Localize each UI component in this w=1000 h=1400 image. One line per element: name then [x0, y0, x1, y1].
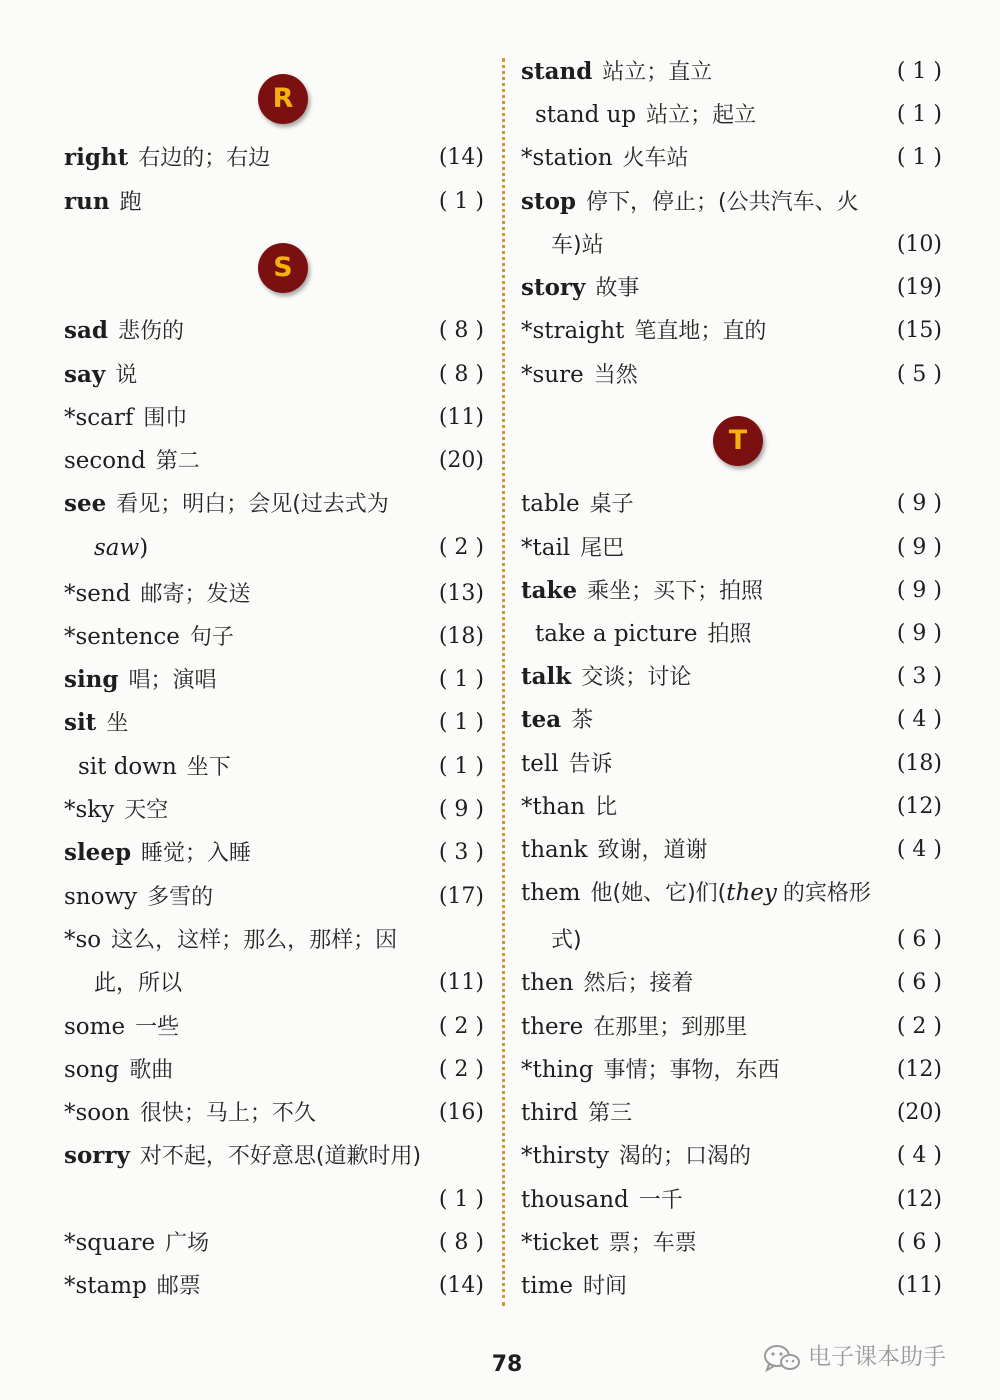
entry-word: *thing — [521, 1057, 594, 1083]
entry-send — [64, 576, 484, 612]
entry-page: ( 8 ) — [438, 318, 484, 343]
entry-meaning: 尾巴 — [580, 536, 625, 561]
section-badge-r: R — [258, 74, 308, 124]
entry-meaning: 茶 — [571, 708, 594, 733]
entry-meaning: 票；车票 — [608, 1231, 697, 1256]
entry-page: ( 3 ) — [438, 840, 484, 865]
entry-word: *soon — [64, 1100, 130, 1126]
entry-so — [64, 922, 484, 958]
entry-meaning: 一千 — [638, 1188, 683, 1213]
entry-sit — [64, 705, 484, 741]
entry-word: them — [521, 880, 581, 906]
entry-thing — [521, 1052, 942, 1088]
entry-word: there — [521, 1014, 584, 1040]
entry-page: (11) — [896, 1273, 942, 1298]
entry-table — [521, 486, 942, 522]
entry-take-a-picture — [521, 616, 942, 652]
entry-sit-down — [64, 749, 484, 785]
entry-word: say — [64, 361, 106, 388]
entry-stop — [521, 184, 942, 220]
entry-meaning: 致谢，道谢 — [597, 838, 708, 863]
entry-page: (12) — [896, 1187, 942, 1212]
entry-word: *send — [64, 581, 131, 607]
entry-right — [64, 140, 484, 176]
entry-page: ( 1 ) — [438, 667, 484, 692]
entry-word: *straight — [521, 318, 625, 344]
entry-page: ( 6 ) — [896, 1230, 942, 1255]
entry-square — [64, 1225, 484, 1261]
entry-page: (11) — [438, 405, 484, 430]
entry-page: ( 9 ) — [896, 491, 942, 516]
entry-page: ( 5 ) — [896, 362, 942, 387]
entry-second — [64, 443, 484, 479]
entry-page: ( 4 ) — [896, 1143, 942, 1168]
entry-snowy — [64, 879, 484, 915]
entry-page: ( 4 ) — [896, 707, 942, 732]
entry-page: (17) — [438, 884, 484, 909]
entry-word: second — [64, 448, 146, 474]
entry-meaning: 对不起，不好意思(道歉时用) — [139, 1144, 422, 1169]
entry-meaning: 邮票 — [156, 1274, 201, 1299]
entry-italic-word: they — [726, 880, 777, 906]
entry-word: *sky — [64, 797, 115, 823]
entry-meaning: 坐 — [106, 711, 129, 736]
entry-page: (10) — [896, 232, 942, 257]
entry-take — [521, 573, 942, 609]
entry-meaning: 这么，这样；那么，那样；因 — [111, 928, 398, 953]
page-number: 78 — [491, 1352, 523, 1377]
entry-page: (20) — [896, 1100, 942, 1125]
entry-meaning: 他(她、它)们( — [590, 881, 727, 906]
entry-so-continued — [64, 965, 484, 1001]
entry-tail — [521, 530, 942, 566]
entry-meaning: 悲伤的 — [117, 319, 184, 344]
entry-word: tell — [521, 751, 559, 777]
entry-page: ( 9 ) — [896, 535, 942, 560]
entry-page: ( 8 ) — [438, 362, 484, 387]
entry-page: (14) — [438, 145, 484, 170]
entry-page: (11) — [438, 970, 484, 995]
entry-sentence — [64, 619, 484, 655]
entry-meaning: 火车站 — [622, 146, 689, 171]
watermark-text: 电子课本助手 — [808, 1344, 946, 1370]
entry-meaning: 然后；接着 — [583, 971, 694, 996]
entry-them — [521, 875, 942, 911]
entry-page: (13) — [438, 581, 484, 606]
entry-word: *stamp — [64, 1273, 147, 1299]
entry-meaning: 告诉 — [568, 752, 613, 777]
entry-word: *sentence — [64, 624, 180, 650]
entry-say — [64, 357, 484, 393]
section-badge-t: T — [713, 416, 763, 466]
entry-time — [521, 1268, 942, 1304]
entry-page: ( 4 ) — [896, 837, 942, 862]
entry-page: (20) — [438, 448, 484, 473]
entry-them-continued — [521, 922, 942, 958]
watermark — [762, 1340, 946, 1374]
entry-tell — [521, 746, 942, 782]
entry-meaning: 停下，停止；(公共汽车、火 — [586, 190, 859, 215]
entry-sure — [521, 357, 942, 393]
entry-word: story — [521, 274, 586, 301]
entry-meaning: 歌曲 — [129, 1058, 174, 1083]
entry-word: take — [521, 577, 578, 604]
entry-word: right — [64, 144, 129, 171]
entry-word: saw — [94, 535, 140, 561]
entry-meaning: 坐下 — [186, 755, 231, 780]
entry-scarf — [64, 400, 484, 436]
entry-page: (18) — [438, 624, 484, 649]
wechat-icon — [762, 1343, 802, 1373]
entry-meaning: 第三 — [588, 1101, 633, 1126]
entry-word: sad — [64, 317, 108, 344]
entry-word: *ticket — [521, 1230, 599, 1256]
entry-thousand — [521, 1182, 942, 1218]
entry-than — [521, 789, 942, 825]
entry-word: time — [521, 1273, 574, 1299]
entry-word: snowy — [64, 884, 138, 910]
entry-page: ( 6 ) — [896, 970, 942, 995]
entry-word: talk — [521, 663, 572, 690]
entry-meaning: 式) — [551, 928, 582, 953]
entry-page: ( 8 ) — [438, 1230, 484, 1255]
entry-meaning: 围巾 — [143, 406, 188, 431]
entry-thirsty — [521, 1138, 942, 1174]
entry-meaning: 说 — [115, 363, 138, 388]
entry-word: stop — [521, 188, 576, 215]
entry-sleep — [64, 835, 484, 871]
entry-page: ( 1 ) — [438, 189, 484, 214]
entry-page: ( 2 ) — [438, 1057, 484, 1082]
entry-tea — [521, 702, 942, 738]
entry-meaning: 桌子 — [589, 492, 634, 517]
entry-sorry-continued — [64, 1182, 484, 1218]
entry-meaning: 笔直地；直的 — [634, 319, 767, 344]
entry-stop-continued — [521, 227, 942, 263]
entry-page: ( 9 ) — [896, 578, 942, 603]
entry-meaning: ) — [139, 535, 149, 561]
entry-meaning: 拍照 — [707, 622, 752, 647]
entry-meaning: 当然 — [593, 363, 638, 388]
entry-word: stand up — [535, 102, 637, 128]
entry-meaning: 车)站 — [551, 233, 604, 258]
entry-see — [64, 486, 484, 522]
entry-meaning: 右边的；右边 — [138, 146, 271, 171]
entry-meaning: 广场 — [165, 1231, 210, 1256]
entry-meaning: 比 — [595, 795, 618, 820]
entry-word: *tail — [521, 535, 571, 561]
entry-word: thank — [521, 837, 588, 863]
entry-meaning: 第二 — [155, 449, 200, 474]
entry-page: (18) — [896, 751, 942, 776]
entry-word: sorry — [64, 1142, 130, 1169]
entry-soon — [64, 1095, 484, 1131]
entry-word: sit down — [78, 754, 177, 780]
entry-station — [521, 140, 942, 176]
entry-meaning: 跑 — [119, 190, 142, 215]
entry-page: ( 3 ) — [896, 664, 942, 689]
entry-meaning: 渴的；口渴的 — [618, 1144, 751, 1169]
entry-word: third — [521, 1100, 579, 1126]
entry-page: ( 6 ) — [896, 927, 942, 952]
entry-talk — [521, 659, 942, 695]
entry-see-continued — [64, 530, 484, 566]
entry-stand-up — [521, 97, 942, 133]
entry-meaning: 故事 — [595, 276, 640, 301]
entry-word: sing — [64, 666, 119, 693]
section-badge-s: S — [258, 243, 308, 293]
entry-meaning: 邮寄；发送 — [140, 582, 251, 607]
entry-page: ( 1 ) — [896, 145, 942, 170]
entry-page: (12) — [896, 1057, 942, 1082]
entry-meaning: 很快；马上；不久 — [139, 1101, 316, 1126]
entry-page: ( 1 ) — [896, 102, 942, 127]
entry-page: (12) — [896, 794, 942, 819]
entry-meaning: 事情；事物，东西 — [603, 1058, 780, 1083]
entry-meaning: 句子 — [189, 625, 234, 650]
entry-word: *scarf — [64, 405, 134, 431]
entry-page: (16) — [438, 1100, 484, 1125]
entry-meaning: 乘坐；买下；拍照 — [587, 579, 764, 604]
entry-meaning: 天空 — [124, 798, 169, 823]
entry-word: *station — [521, 145, 613, 171]
entry-page: ( 2 ) — [438, 535, 484, 560]
entry-meaning: 时间 — [583, 1274, 628, 1299]
entry-sad — [64, 313, 484, 349]
entry-word: tea — [521, 706, 562, 733]
entry-run — [64, 184, 484, 220]
entry-page: ( 1 ) — [438, 1187, 484, 1212]
entry-word: see — [64, 490, 107, 517]
entry-meaning: 一些 — [135, 1015, 180, 1040]
entry-page: (15) — [896, 318, 942, 343]
entry-page: ( 1 ) — [438, 710, 484, 735]
entry-stand — [521, 54, 942, 90]
entry-meaning: 看见；明白；会见(过去式为 — [116, 492, 389, 517]
entry-page: (19) — [896, 275, 942, 300]
entry-word: thousand — [521, 1187, 629, 1213]
entry-meaning-suffix: 的宾格形 — [782, 881, 871, 906]
entry-meaning: 多雪的 — [147, 885, 214, 910]
entry-there — [521, 1009, 942, 1045]
entry-word: *square — [64, 1230, 156, 1256]
entry-stamp — [64, 1268, 484, 1304]
entry-word: *thirsty — [521, 1143, 609, 1169]
entry-word: run — [64, 188, 110, 215]
entry-third — [521, 1095, 942, 1131]
column-divider — [502, 58, 505, 1306]
entry-word: stand — [521, 58, 593, 85]
entry-page: ( 2 ) — [438, 1014, 484, 1039]
entry-page: ( 9 ) — [438, 797, 484, 822]
entry-page: (14) — [438, 1273, 484, 1298]
entry-then — [521, 965, 942, 1001]
entry-word: *than — [521, 794, 586, 820]
entry-page: ( 1 ) — [896, 59, 942, 84]
entry-some — [64, 1009, 484, 1045]
entry-meaning: 唱；演唱 — [128, 668, 217, 693]
entry-sky — [64, 792, 484, 828]
entry-sorry — [64, 1138, 484, 1174]
entry-word: take a picture — [535, 621, 698, 647]
entry-song — [64, 1052, 484, 1088]
entry-word: then — [521, 970, 574, 996]
entry-story — [521, 270, 942, 306]
entry-thank — [521, 832, 942, 868]
entry-meaning: 交谈；讨论 — [581, 665, 692, 690]
entry-word: song — [64, 1057, 120, 1083]
entry-meaning: 睡觉；入睡 — [141, 841, 252, 866]
entry-word: *so — [64, 927, 102, 953]
entry-word: some — [64, 1014, 126, 1040]
entry-word: sit — [64, 709, 97, 736]
entry-word: *sure — [521, 362, 584, 388]
entry-word: sleep — [64, 839, 132, 866]
entry-meaning: 在那里；到那里 — [593, 1015, 748, 1040]
entry-sing — [64, 662, 484, 698]
entry-meaning: 站立；直立 — [602, 60, 713, 85]
entry-page: ( 1 ) — [438, 754, 484, 779]
entry-meaning: 此，所以 — [94, 971, 183, 996]
entry-straight — [521, 313, 942, 349]
entry-page: ( 9 ) — [896, 621, 942, 646]
entry-ticket — [521, 1225, 942, 1261]
entry-page: ( 2 ) — [896, 1014, 942, 1039]
entry-meaning: 站立；起立 — [646, 103, 757, 128]
entry-word: table — [521, 491, 580, 517]
